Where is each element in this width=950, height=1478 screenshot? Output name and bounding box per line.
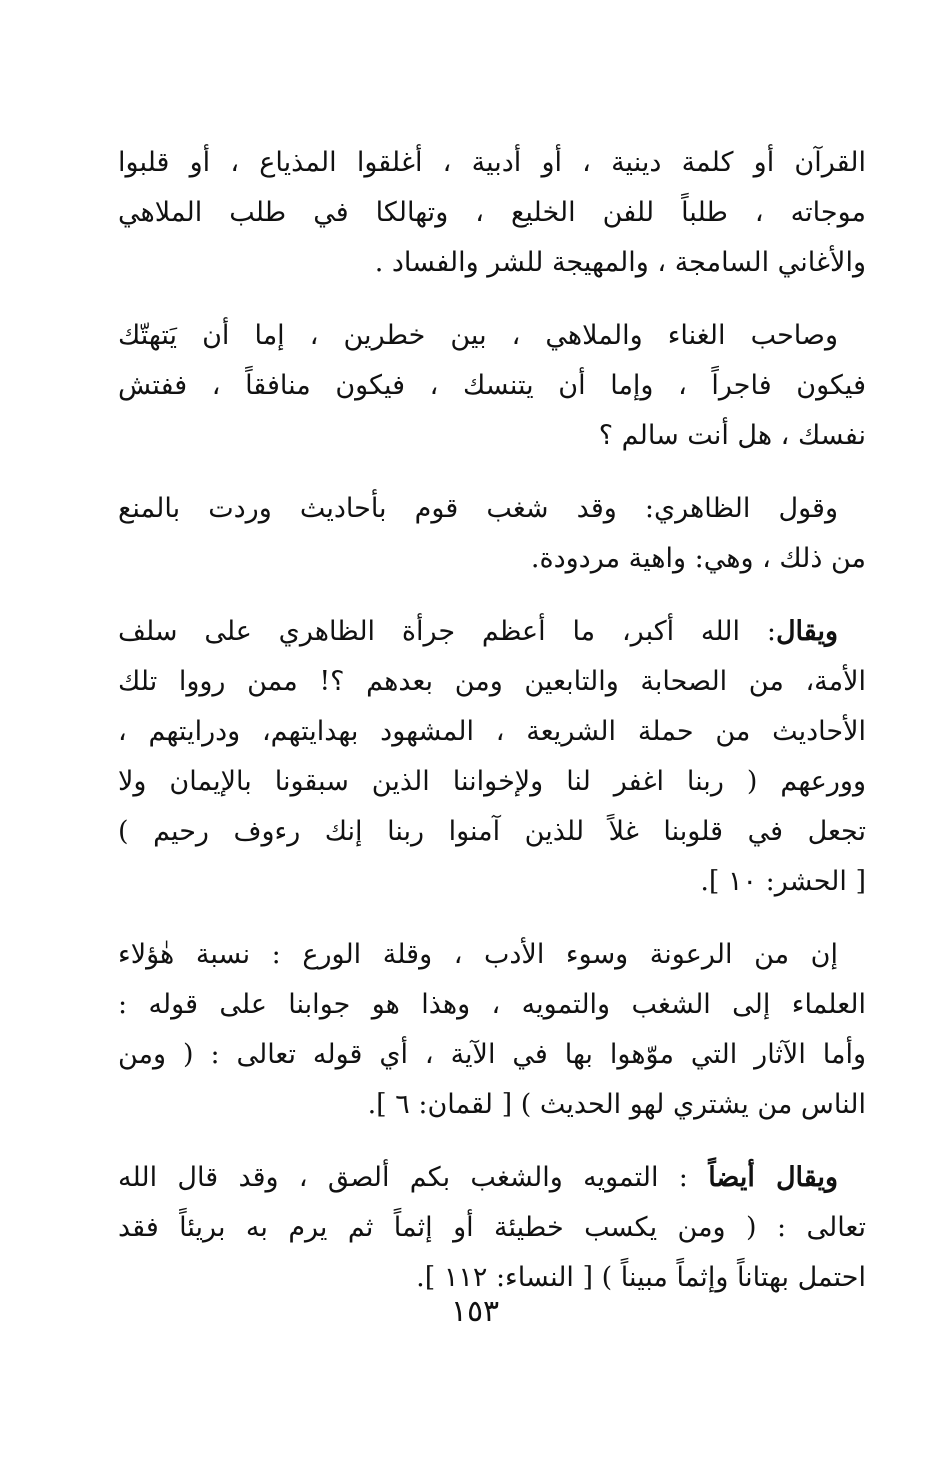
- text-line: من ذلك ، وهي: واهية مردودة.: [530, 543, 866, 574]
- text-line: وقول الظاهري: وقد شغب قوم بأحاديث وردت بالمنع: [118, 493, 838, 524]
- text-line: وصاحب الغناء والملاهي ، بين خطرين ، إما أن يَتهتّك: [118, 320, 838, 351]
- text-line: والأغاني السامجة ، والمهيجة للشر والفساد .: [374, 247, 866, 278]
- text-line: [ الحشر: ١٠ ].: [700, 866, 866, 897]
- paragraph-3: [118, 484, 866, 584]
- line-rest: : الله أكبر، ما أعظم جرأة الظاهري على سلف: [118, 616, 776, 647]
- text-line: القرآن أو كلمة دينية ، أو أدبية ، أغلقوا المذياع ، أو قلبوا: [118, 147, 866, 178]
- text-line: تعالى : ( ومن يكسب خطيئة أو إثماً ثم يرم به بريئاً فقد: [118, 1212, 866, 1243]
- bold-lead-word: ويقال أيضاً: [708, 1162, 838, 1193]
- text-line: فيكون فاجراً ، وإما أن يتنسك ، فيكون منافقاً ، ففتش: [118, 370, 866, 401]
- bold-lead-word: ويقال: [775, 616, 838, 647]
- line-rest: : التمويه والشغب بكم ألصق ، وقد قال الله: [118, 1162, 709, 1193]
- text-line: الناس من يشتري لهو الحديث ) [ لقمان: ٦ ].: [367, 1089, 866, 1120]
- text-line: [118, 607, 866, 657]
- paragraph-6: [118, 1153, 866, 1303]
- book-page-body: [118, 138, 866, 1326]
- page-number: ١٥٣: [450, 1294, 500, 1329]
- text-line: احتمل بهتاناً وإثماً مبيناً ) [ النساء: ١١٢ ].: [416, 1262, 866, 1293]
- text-line: [118, 1153, 866, 1203]
- paragraph-5: [118, 930, 866, 1130]
- text-line: نفسك ، هل أنت سالم ؟: [598, 420, 866, 451]
- text-line: الأمة، من الصحابة والتابعين ومن بعدهم ؟! ممن رووا تلك: [118, 666, 866, 697]
- text-line: إن من الرعونة وسوء الأدب ، وقلة الورع : نسبة هٰؤلاء: [118, 939, 838, 970]
- paragraph-1: [118, 138, 866, 288]
- text-line: العلماء إلى الشغب والتمويه ، وهذا هو جوابنا على قوله :: [118, 989, 866, 1020]
- text-line: وورعهم ( ربنا اغفر لنا ولإخواننا الذين سبقونا بالإيمان ولا: [118, 766, 866, 797]
- text-line: تجعل في قلوبنا غلاً للذين آمنوا ربنا إنك رءوف رحيم ): [118, 816, 866, 847]
- text-line: موجاته ، طلباً للفن الخليع ، وتهالكا في طلب الملاهي: [118, 197, 866, 228]
- paragraph-4: [118, 607, 866, 907]
- paragraph-2: [118, 311, 866, 461]
- text-line: وأما الآثار التي موّهوا بها في الآية ، أي قوله تعالى : ( ومن: [118, 1039, 866, 1070]
- text-line: الأحاديث من حملة الشريعة ، المشهود بهدايتهم، ودرايتهم ،: [118, 716, 866, 747]
